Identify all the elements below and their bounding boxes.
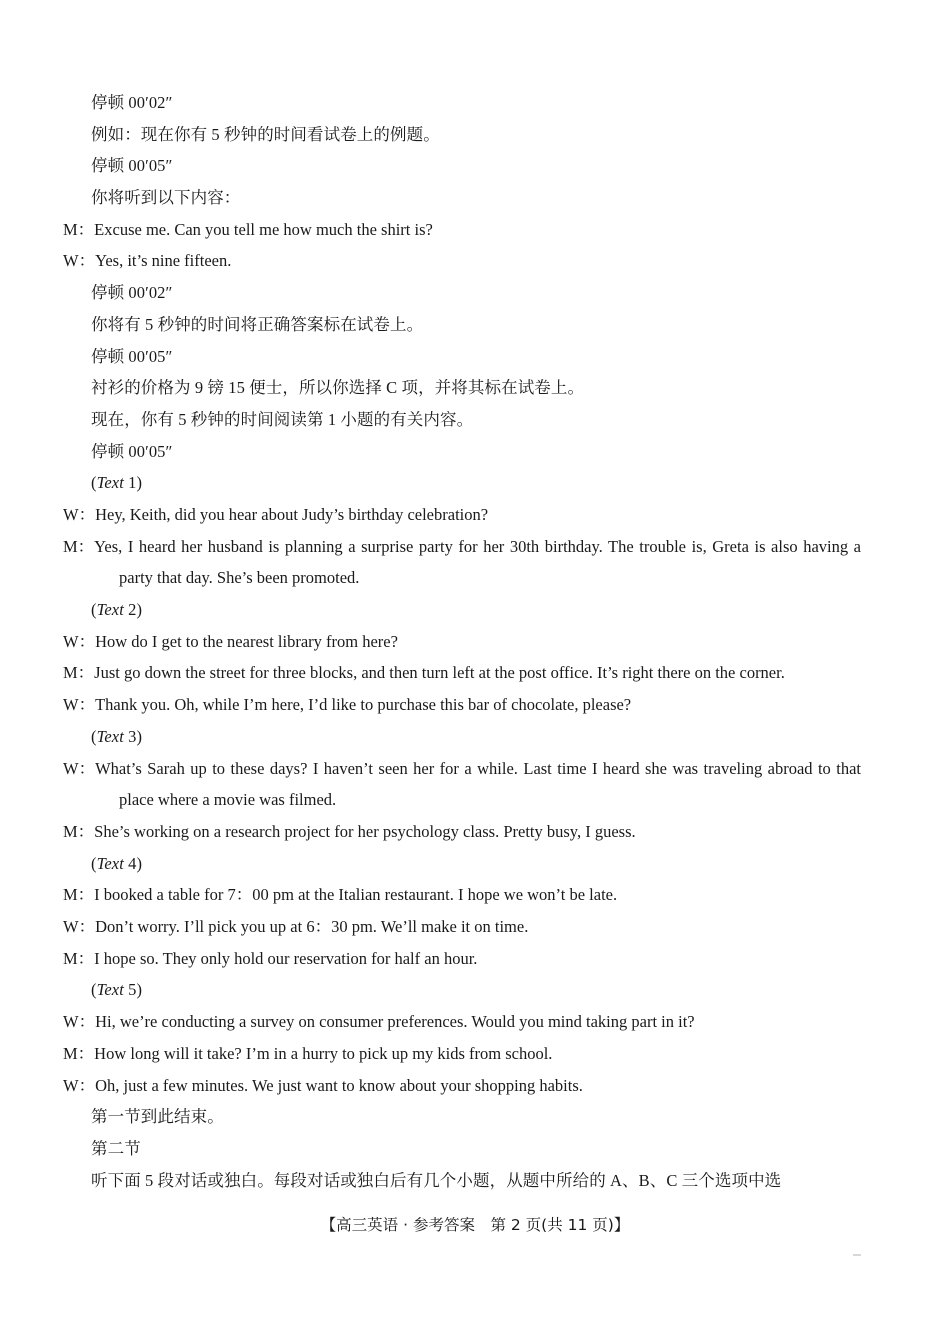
document-body bbox=[63, 87, 861, 1196]
speaker-tag: M： bbox=[63, 948, 95, 968]
dialog-line bbox=[63, 1006, 861, 1038]
label-italic: Text bbox=[96, 473, 124, 493]
label-prefix: ( bbox=[91, 726, 97, 746]
dialog-text: Oh, just a few minutes. We just want to know about your shopping habits. bbox=[95, 1075, 583, 1095]
label-italic: Text bbox=[96, 726, 124, 746]
text-line: 停顿 00′05″ bbox=[91, 346, 173, 366]
dialog-line bbox=[63, 657, 861, 689]
dialog-line bbox=[63, 816, 861, 848]
dialog-text: How do I get to the nearest library from here? bbox=[95, 631, 398, 651]
section-label bbox=[91, 721, 861, 753]
speaker-tag: M： bbox=[63, 821, 95, 841]
dialog-line bbox=[63, 626, 861, 658]
dialog-text: She’s working on a research project for her psychology class. Pretty busy, I guess. bbox=[94, 821, 636, 841]
speaker-tag: W： bbox=[63, 1075, 96, 1095]
speaker-tag: M： bbox=[63, 536, 95, 556]
speaker-tag: W： bbox=[63, 1012, 96, 1032]
dialog-line bbox=[63, 753, 861, 816]
dialog-text: How long will it take? I’m in a hurry to pick up my kids from school. bbox=[94, 1043, 553, 1063]
speaker-tag: W： bbox=[63, 631, 96, 651]
label-suffix: 5) bbox=[123, 980, 143, 1000]
section-label bbox=[91, 594, 861, 626]
text-line: 第一节到此结束。 bbox=[91, 1107, 224, 1127]
dialog-text: I booked a table for 7：00 pm at the Italian restaurant. I hope we won’t be late. bbox=[94, 885, 618, 905]
text-line: 停顿 00′02″ bbox=[91, 283, 173, 303]
speaker-tag: M： bbox=[63, 1043, 95, 1063]
label-suffix: 2) bbox=[123, 600, 143, 620]
dialog-line bbox=[63, 1070, 861, 1102]
corner-mark bbox=[853, 1254, 861, 1256]
dialog-text: I hope so. They only hold our reservation for half an hour. bbox=[94, 948, 478, 968]
text-line: 停顿 00′02″ bbox=[91, 93, 173, 112]
label-prefix: ( bbox=[91, 473, 97, 493]
dialog-text: Yes, I heard her husband is planning a surprise party for her 30th birthday. The trouble is, Greta is also having a party that day. She’s been promoted. bbox=[94, 536, 861, 588]
label-prefix: ( bbox=[91, 600, 97, 620]
page-footer: 【高三英语 · 参考答案 第 2 页(共 11 页)】 bbox=[320, 1216, 630, 1234]
section-label bbox=[91, 974, 861, 1006]
label-italic: Text bbox=[96, 980, 124, 1000]
dialog-line bbox=[63, 531, 861, 594]
text-line: 例如：现在你有 5 秒钟的时间看试卷上的例题。 bbox=[91, 124, 440, 144]
text-line: 第二节 bbox=[91, 1138, 141, 1158]
label-suffix: 3) bbox=[123, 726, 143, 746]
text-line: 你将听到以下内容： bbox=[91, 188, 241, 208]
text-line: 你将有 5 秒钟的时间将正确答案标在试卷上。 bbox=[91, 314, 424, 334]
speaker-tag: W： bbox=[63, 758, 96, 778]
text-line: 衬衫的价格为 9 镑 15 便士，所以你选择 C 项，并将其标在试卷上。 bbox=[91, 378, 585, 398]
speaker-tag: M： bbox=[63, 219, 95, 239]
section-label bbox=[91, 467, 861, 499]
dialog-text: Yes, it’s nine fifteen. bbox=[95, 251, 232, 271]
speaker-tag: M： bbox=[63, 885, 95, 905]
dialog-text: Hey, Keith, did you hear about Judy’s birthday celebration? bbox=[95, 504, 489, 524]
speaker-tag: W： bbox=[63, 695, 96, 715]
dialog-line bbox=[63, 214, 861, 246]
dialog-line bbox=[63, 879, 861, 911]
dialog-text: What’s Sarah up to these days? I haven’t seen her for a while. Last time I heard she was traveling abroad to that place where a movie was filmed. bbox=[95, 758, 861, 810]
dialog-line bbox=[63, 245, 861, 277]
speaker-tag: W： bbox=[63, 504, 96, 524]
dialog-line bbox=[63, 943, 861, 975]
dialog-line bbox=[63, 499, 861, 531]
speaker-tag: M： bbox=[63, 663, 95, 683]
label-suffix: 1) bbox=[123, 473, 143, 493]
text-line: 停顿 00′05″ bbox=[91, 156, 173, 176]
dialog-line bbox=[63, 911, 861, 943]
dialog-text: Excuse me. Can you tell me how much the shirt is? bbox=[94, 219, 433, 239]
label-prefix: ( bbox=[91, 853, 97, 873]
text-line: 现在，你有 5 秒钟的时间阅读第 1 小题的有关内容。 bbox=[91, 409, 474, 429]
dialog-text: Don’t worry. I’ll pick you up at 6：30 pm. We’ll make it on time. bbox=[95, 917, 529, 937]
dialog-text: Thank you. Oh, while I’m here, I’d like to purchase this bar of chocolate, please? bbox=[95, 695, 632, 715]
label-italic: Text bbox=[96, 600, 124, 620]
dialog-line bbox=[63, 689, 861, 721]
text-line: 听下面 5 段对话或独白。每段对话或独白后有几个小题，从题中所给的 A、B、C 三个选项中选 bbox=[91, 1170, 782, 1190]
dialog-line bbox=[63, 1038, 861, 1070]
section-label bbox=[91, 848, 861, 880]
text-line: 停顿 00′05″ bbox=[91, 441, 173, 461]
label-italic: Text bbox=[96, 853, 124, 873]
label-prefix: ( bbox=[91, 980, 97, 1000]
dialog-text: Just go down the street for three blocks, and then turn left at the post office. It’s right there on the corner. bbox=[94, 663, 785, 683]
dialog-text: Hi, we’re conducting a survey on consumer preferences. Would you mind taking part in it? bbox=[95, 1012, 695, 1032]
speaker-tag: W： bbox=[63, 917, 96, 937]
label-suffix: 4) bbox=[123, 853, 143, 873]
speaker-tag: W： bbox=[63, 251, 96, 271]
